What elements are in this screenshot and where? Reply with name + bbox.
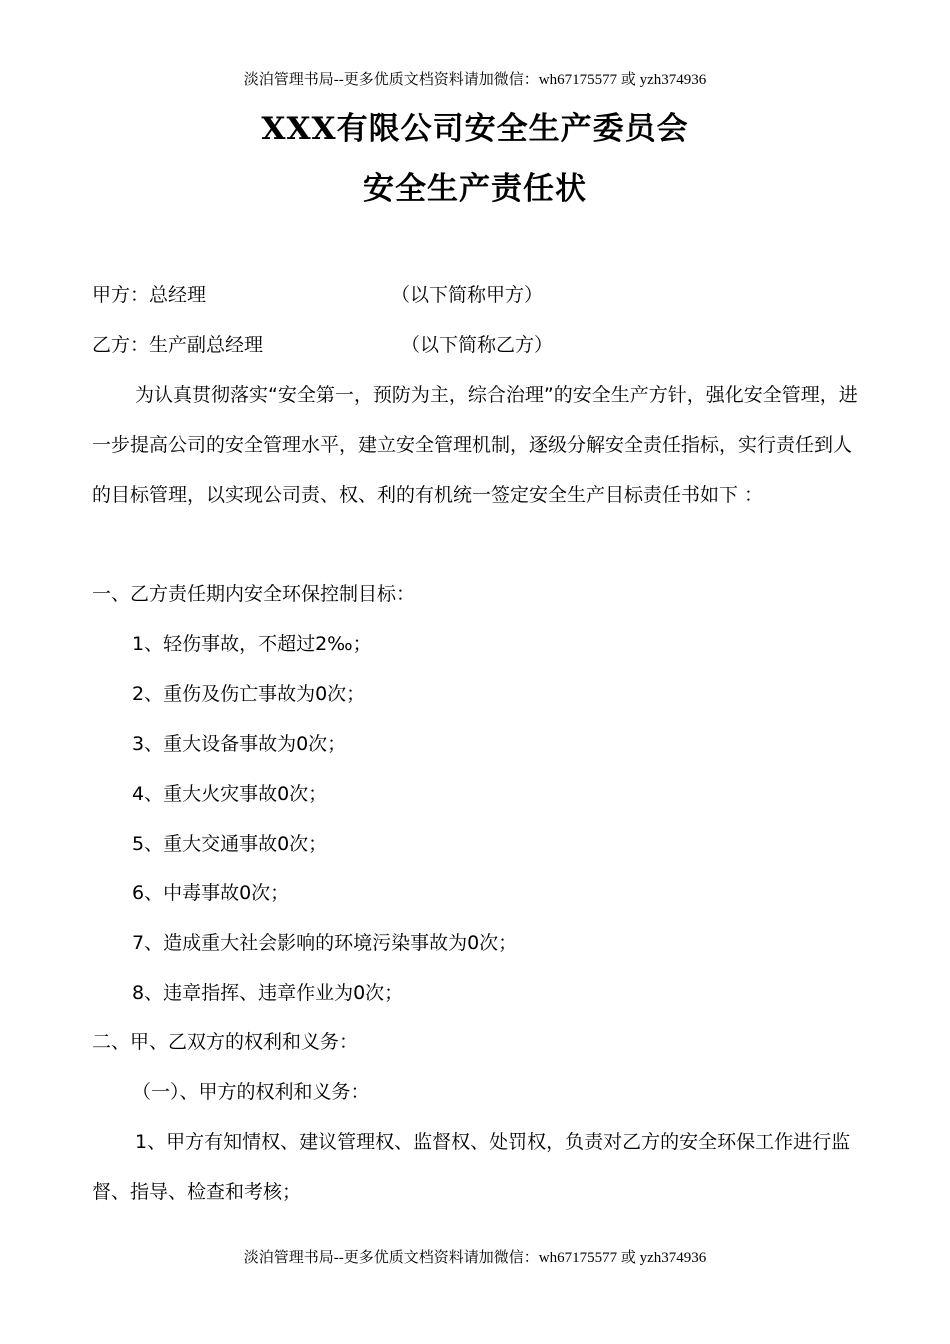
document-title: XXX有限公司安全生产委员会 [261,111,689,147]
section2-heading: 二、甲、乙双方的权利和义务： [92,1031,359,1053]
document-subtitle: 安全生产责任状 [363,171,587,207]
party-a-label: 甲方：总经理 [92,284,207,306]
target-item: 4、重大火灾事故0次； [132,783,328,805]
target-item: 5、重大交通事故0次； [132,833,328,855]
page-footer: 淡泊管理书局--更多优质文档资料请加微信：wh67175577 或 yzh374936 [243,1250,707,1266]
target-item: 1、轻伤事故，不超过2‰； [132,633,372,655]
target-item: 6、中毒事故0次； [132,882,290,904]
page-header: 淡泊管理书局--更多优质文档资料请加微信：wh67175577 或 yzh374936 [243,72,707,88]
section2-item-1: 1、甲方有知情权、建议管理权、监督权、处罚权，负责对乙方的安全环保工作进行监督、指导、检查和考核； [92,1131,851,1203]
section2-sub-heading: （一）、甲方的权利和义务： [132,1081,370,1103]
target-item: 2、重伤及伤亡事故为0次； [132,683,366,705]
party-a-note: （以下简称甲方） [391,284,544,306]
party-a-line [92,283,543,307]
target-item: 3、重大设备事故为0次； [132,733,347,755]
party-b-line [92,333,553,357]
intro-paragraph: 为认真贯彻落实“安全第一，预防为主，综合治理”的安全生产方针，强化安全管理，进一步提高公司的安全管理水平，建立安全管理机制，逐级分解安全责任指标，实行责任到人的目标管理，以实现公司责、权、利的有机统一签定安全生产目标责任书如下 ： [92,384,858,506]
section1-heading: 一、乙方责任期内安全环保控制目标： [92,583,416,605]
target-item: 8、违章指挥、违章作业为0次； [132,982,404,1004]
party-b-label: 乙方：生产副总经理 [92,334,264,356]
party-b-note: （以下简称乙方） [401,334,554,356]
target-item: 7、造成重大社会影响的环境污染事故为0次； [132,932,518,954]
